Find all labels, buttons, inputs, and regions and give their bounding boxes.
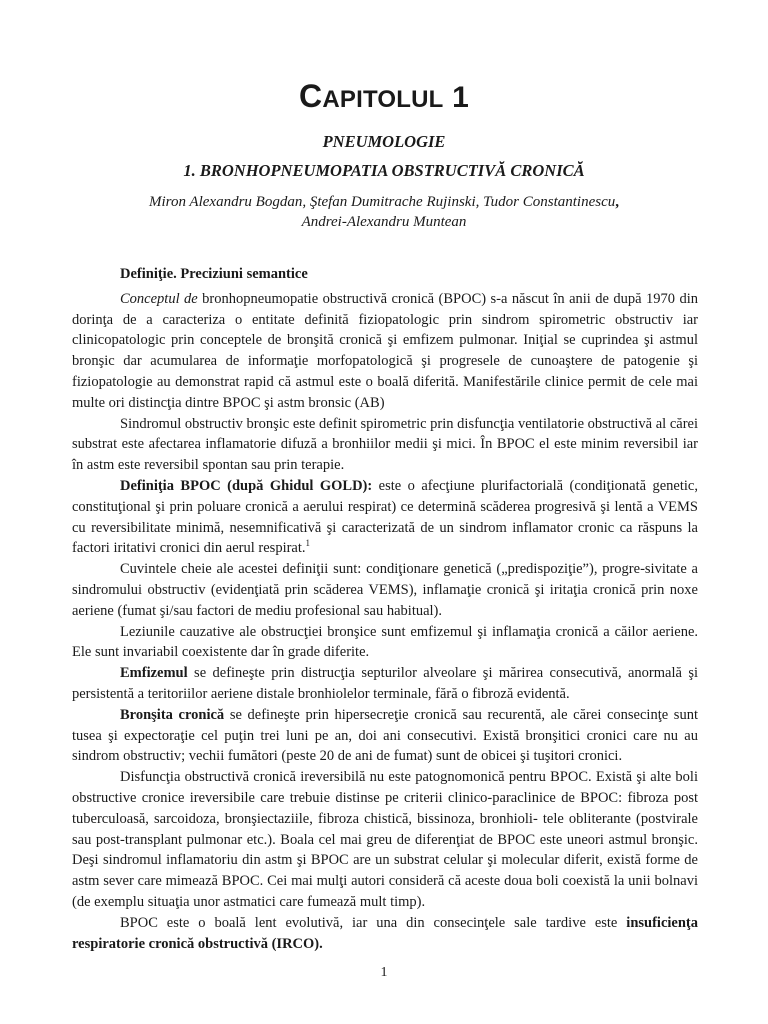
- authors-line-1: [0, 192, 768, 212]
- body-text: [72, 264, 698, 954]
- chapter-word: APITOLUL: [322, 86, 444, 113]
- paragraph-keywords: Cuvintele cheie ale acestei definiţii sunt: condiţionare genetică („predispoziţie”), progre-sivitate a sindromului obstructiv (evidenţiată prin scăderea VEMS), inflamaţie cronică şi iritaţia cronică prin noxe aeriene (fumat şi/sau factori de mediu profesional sau habitual).: [72, 561, 698, 619]
- authors-block: [0, 192, 768, 232]
- paragraph-emphysema: [72, 663, 698, 705]
- paragraph-concept: [72, 289, 698, 414]
- chapter-title: 1. BRONHOPNEUMOPATIA OBSTRUCTIVĂ CRONICĂ: [183, 161, 585, 180]
- paragraph-concept-lead: Conceptul de: [120, 290, 198, 307]
- subsection-heading: Definiţie. Preciziuni semantice: [120, 266, 308, 282]
- paragraph-irco: [72, 913, 698, 955]
- gold-definition-text: este o afecţiune plurifactorială (condiţionată genetic, constituţional şi prin poluare cronică a aerului respirat) ce determină scăderea progresivă şi lentă a VEMS cu reversibilitate minimă, nesemnificativă şi caracterizată de un sindrom inflamator cronic ca răspuns la factori iritativi cronici din aerul respirat.: [72, 477, 698, 557]
- chapter-number: 1: [452, 81, 469, 114]
- chapter-initial: C: [299, 78, 323, 114]
- paragraph-chronic-bronchitis: [72, 705, 698, 767]
- authors-line-2: Andrei-Alexandru Muntean: [301, 214, 467, 230]
- paragraph-lesions: Leziunile cauzative ale obstrucţiei bronşice sunt emfizemul şi inflamaţia cronică a căilor aeriene. Ele sunt invariabil coexistente dar în grade diferite.: [72, 623, 698, 661]
- irco-text: BPOC este o boală lent evolutivă, iar una din consecinţele sale tardive este: [120, 914, 627, 931]
- chapter-heading: [0, 78, 768, 115]
- section-title: PNEUMOLOGIE: [322, 132, 446, 151]
- emphysema-text: se defineşte prin distrucţia septurilor alveolare şi mărirea consecutivă, anormală şi persistentă a teritoriilor aeriene distale bronhiolelor terminale, fără o fibroză evidentă.: [72, 665, 698, 702]
- irco-bold: insuficienţa respiratorie cronică obstructivă (IRCO).: [72, 914, 698, 952]
- authors-line-1-text: Miron Alexandru Bogdan, Ştefan Dumitrache Rujinski, Tudor Constantinescu: [149, 194, 616, 210]
- chronic-bronchitis-text: se defineşte prin hipersecreţie cronică sau recurentă, ale cărei consecinţe sunt tusea şi expectoraţie cel puţin trei luni pe an, doi ani consecutivi. Există bronşitici cronici care nu au sindrom obstructiv; vechii fumători (peste 20 de ani de fumat) sunt de obicei şi tuşitori cronici.: [72, 706, 698, 765]
- paragraph-obstructive-syndrome: Sindromul obstructiv bronşic este definit spirometric prin disfuncţia ventilatorie obstructivă al cărei substrat este afectarea inflamatorie difuză a bronhiilor medii şi mici. În BPOC el este minim reversibil iar în astm este reversibil spontan sau prin terapie.: [72, 415, 698, 474]
- footnote-ref[interactable]: 1: [305, 538, 311, 549]
- gold-definition-lead: Definiţia BPOC (după Ghidul GOLD):: [120, 477, 373, 494]
- authors-line-1-comma: ,: [615, 194, 619, 210]
- paragraph-differential: Disfuncţia obstructivă cronică ireversibilă nu este patognomonică pentru BPOC. Există şi alte boli obstructive cronice ireversibile care trebuie distinse pe criterii clinico-paraclinice de BPOC: fibroza post tuberculoasă, sarcoidoza, bronşiectaziile, fibroza chistică, bissinoza, bronhioli- tele obliterante (postvirale sau post-transplant pulmonar etc.). Boala cel mai greu de diferenţiat de BPOC este uneori astmul bronşic. Deşi sindromul inflamatoriu din astm şi BPOC are un substrat celular şi molecular diferit, există forme de astm sever care mimează BPOC. Cei mai mulţi autori consideră că aceste doua boli coexistă la unii bolnavi (de exemplu situaţia unor astmatici care fumează mult timp).: [72, 769, 698, 910]
- emphysema-lead: Emfizemul: [120, 665, 188, 682]
- chronic-bronchitis-lead: Bronşita cronică: [120, 706, 225, 723]
- paragraph-concept-text: bronhopneumopatie obstructivă cronică (BPOC) s-a născut în anii de după 1970 din dorinţa de a caracteriza o entitate definită fiziopatologic prin sindrom spirometric obstructiv iar clinicopatologic prin conceptele de bronşită cronică şi emfizem pulmonar. Iniţial se cuprindea şi astmul bronşic dar acumularea de informaţie morfopatologică şi progresele de cunoaştere de patogenie şi fiziopatologie au demonstrat rapid că astmul este o boală diferită. Manifestările clinice permit de cele mai multe ori distincţia dintre BPOC şi astm bronsic (AB): [72, 290, 698, 411]
- page-number: 1: [380, 965, 388, 980]
- paragraph-gold-definition: [72, 476, 698, 559]
